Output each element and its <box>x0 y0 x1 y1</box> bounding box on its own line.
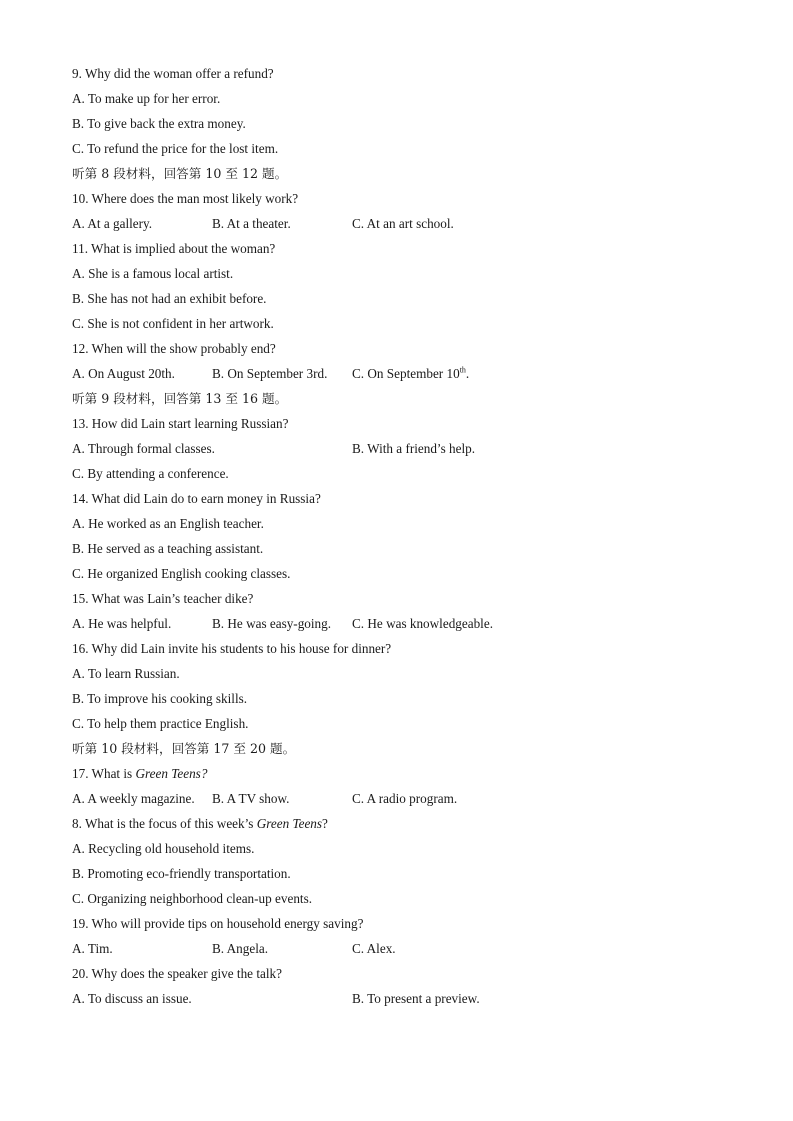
question-10-option-a: A. At a gallery. <box>72 216 153 231</box>
section-8-instruction: 听第 8 段材料，回答第 10 至 12 题。 <box>72 166 288 181</box>
question-17-options <box>72 786 732 811</box>
question-12-option-c-sup: th <box>459 365 466 375</box>
question-13-option-a: A. Through formal classes. <box>72 441 215 456</box>
question-15-options <box>72 611 732 636</box>
question-20-option-b: B. To present a preview. <box>352 991 480 1006</box>
question-12-option-b: B. On September 3rd. <box>212 366 328 381</box>
question-9-option-a: A. To make up for her error. <box>72 91 221 106</box>
question-18-stem-suffix: ? <box>322 816 328 831</box>
question-12-option-c-text: C. On September 10 <box>352 366 460 381</box>
question-18-option-a: A. Recycling old household items. <box>72 841 255 856</box>
question-9-option-b: B. To give back the extra money. <box>72 116 246 131</box>
question-18-stem-text: 8. What is the focus of this week’s <box>72 816 257 831</box>
question-18-option-c: C. Organizing neighborhood clean-up events. <box>72 891 313 906</box>
question-15-stem: 15. What was Lain’s teacher dike? <box>72 591 254 606</box>
question-13-option-b: B. With a friend’s help. <box>352 441 476 456</box>
question-19-option-b: B. Angela. <box>212 941 269 956</box>
question-20-options <box>72 986 732 1011</box>
question-18-option-b: B. Promoting eco-friendly transportation. <box>72 866 291 881</box>
question-9-option-c: C. To refund the price for the lost item. <box>72 141 279 156</box>
question-17-stem-text: 17. What is <box>72 766 136 781</box>
section-9-instruction: 听第 9 段材料，回答第 13 至 16 题。 <box>72 391 288 406</box>
question-16-stem: 16. Why did Lain invite his students to his house for dinner? <box>72 641 392 656</box>
question-19-option-c: C. Alex. <box>352 941 396 956</box>
question-14-option-b: B. He served as a teaching assistant. <box>72 541 264 556</box>
question-17-option-a: A. A weekly magazine. <box>72 791 195 806</box>
question-15-option-c: C. He was knowledgeable. <box>352 616 493 631</box>
question-10-option-c: C. At an art school. <box>352 216 454 231</box>
question-17-stem-title: Green Teens? <box>135 766 208 781</box>
question-19-option-a: A. Tim. <box>72 941 113 956</box>
question-15-option-a: A. He was helpful. <box>72 616 172 631</box>
question-14-option-c: C. He organized English cooking classes. <box>72 566 291 581</box>
question-10-stem: 10. Where does the man most likely work? <box>72 191 299 206</box>
question-11-stem: 11. What is implied about the woman? <box>72 241 276 256</box>
question-17-stem <box>72 761 732 786</box>
question-20-option-a: A. To discuss an issue. <box>72 991 192 1006</box>
question-20-stem: 20. Why does the speaker give the talk? <box>72 966 282 981</box>
question-11-option-b: B. She has not had an exhibit before. <box>72 291 267 306</box>
question-9-stem: 9. Why did the woman offer a refund? <box>72 66 274 81</box>
question-13-stem: 13. How did Lain start learning Russian? <box>72 416 289 431</box>
question-15-option-b: B. He was easy-going. <box>212 616 332 631</box>
question-14-option-a: A. He worked as an English teacher. <box>72 516 264 531</box>
question-18-stem-title: Green Teens <box>256 816 323 831</box>
exam-page <box>72 61 732 1011</box>
question-17-option-b: B. A TV show. <box>212 791 290 806</box>
question-10-options <box>72 211 732 236</box>
question-17-option-c: C. A radio program. <box>352 791 458 806</box>
question-18-stem <box>72 811 732 836</box>
question-11-option-a: A. She is a famous local artist. <box>72 266 234 281</box>
question-12-options <box>72 361 732 386</box>
question-12-stem: 12. When will the show probably end? <box>72 341 276 356</box>
question-12-option-c-suffix: . <box>465 366 470 381</box>
question-19-stem: 19. Who will provide tips on household energy saving? <box>72 916 364 931</box>
question-12-option-a: A. On August 20th. <box>72 366 175 381</box>
question-13-options <box>72 436 732 461</box>
question-16-option-a: A. To learn Russian. <box>72 666 180 681</box>
section-10-instruction: 听第 10 段材料，回答第 17 至 20 题。 <box>72 741 296 756</box>
question-11-option-c: C. She is not confident in her artwork. <box>72 316 274 331</box>
question-19-options <box>72 936 732 961</box>
question-16-option-b: B. To improve his cooking skills. <box>72 691 248 706</box>
question-13-option-c: C. By attending a conference. <box>72 466 229 481</box>
question-12-option-c <box>352 361 469 386</box>
question-10-option-b: B. At a theater. <box>212 216 291 231</box>
question-14-stem: 14. What did Lain do to earn money in Russia? <box>72 491 321 506</box>
question-16-option-c: C. To help them practice English. <box>72 716 249 731</box>
